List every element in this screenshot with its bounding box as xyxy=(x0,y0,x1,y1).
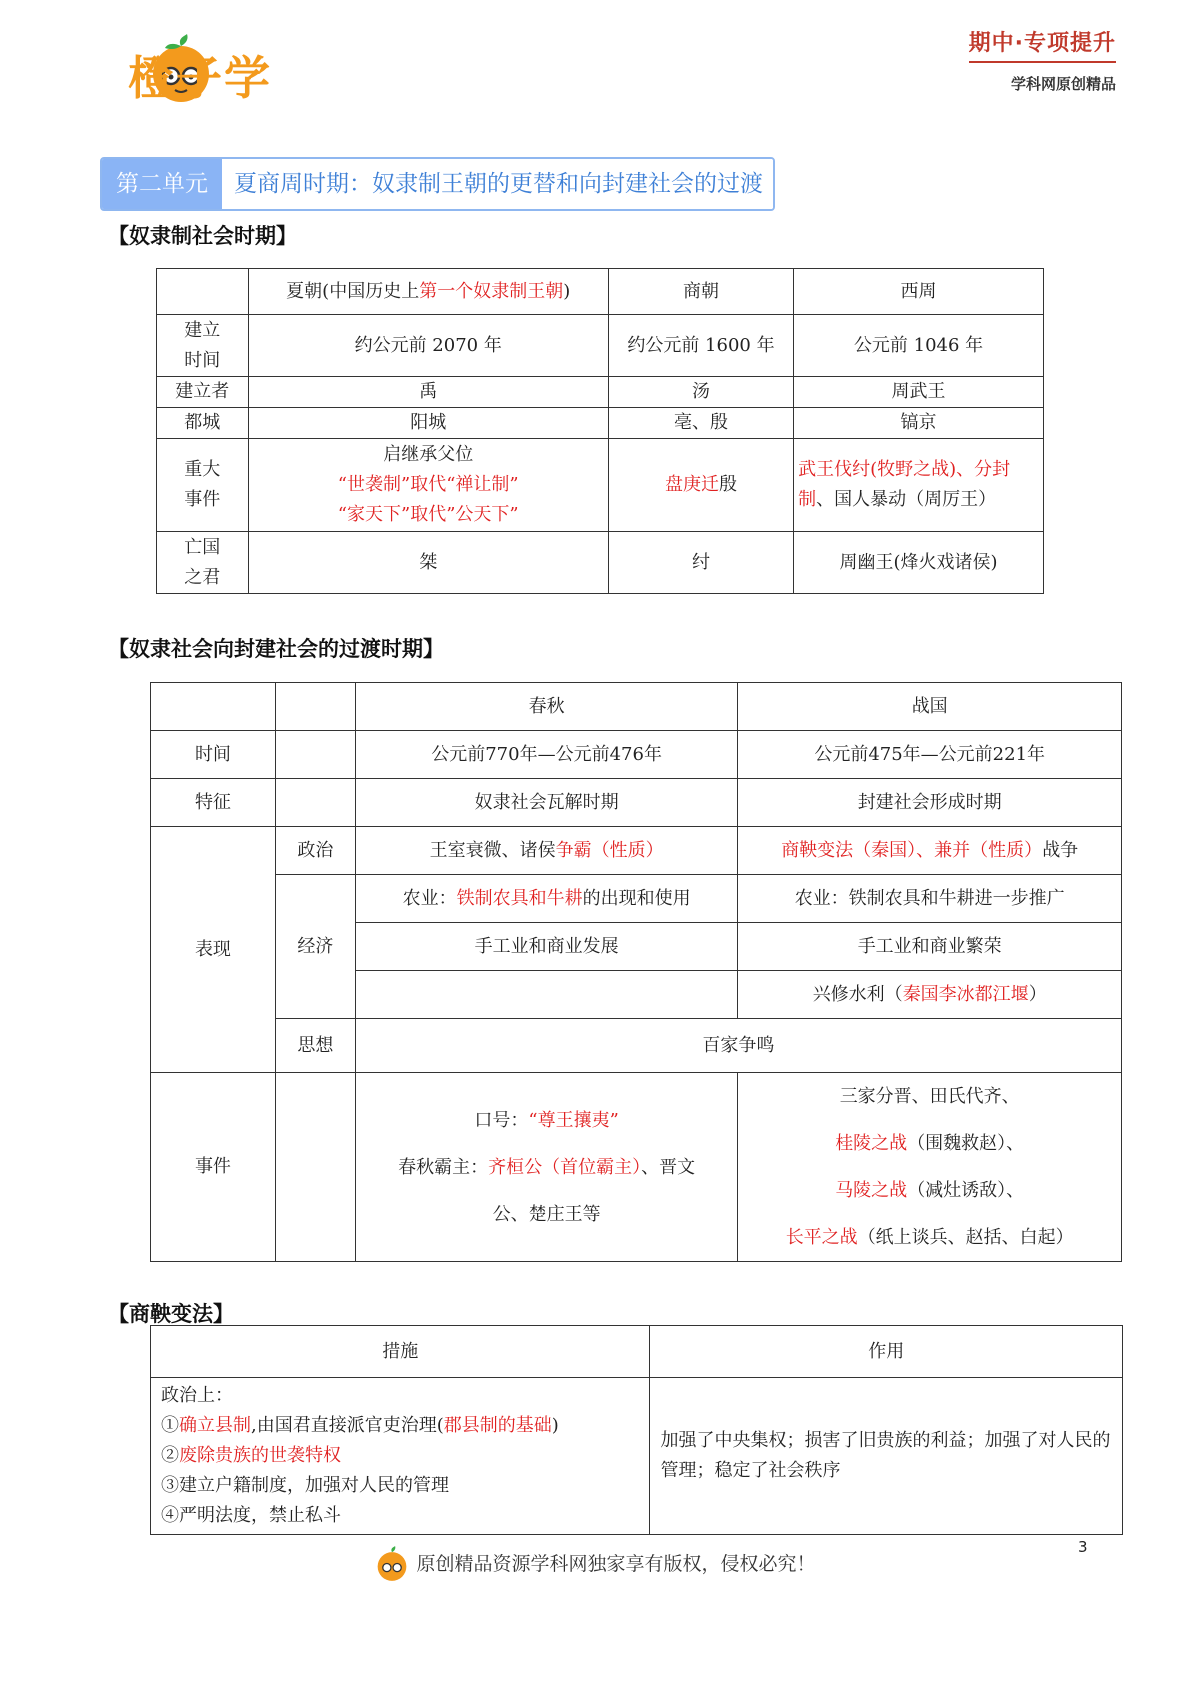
orange-logo-icon xyxy=(374,1545,410,1585)
unit-banner xyxy=(100,157,775,211)
header-measures: 措施 xyxy=(151,1326,650,1378)
table-row: 建立者 禹 汤 周武王 xyxy=(157,377,1044,408)
row-label: 事件 xyxy=(151,1073,276,1262)
header-subtitle: 学科网原创精品 xyxy=(1010,75,1116,93)
unit-title: 夏商周时期：奴隶制王朝的更替和向封建社会的过渡 xyxy=(222,159,773,209)
header-effect: 作用 xyxy=(650,1326,1123,1378)
table-row: 经济 农业：铁制农具和牛耕的出现和使用 农业：铁制农具和牛耕进一步推广 xyxy=(151,875,1122,923)
page-number: 3 xyxy=(1078,1538,1088,1556)
table-row: 建立 时间 约公元前 2070 年 约公元前 1600 年 公元前 1046 年 xyxy=(157,315,1044,377)
sub-label: 思想 xyxy=(275,1019,355,1073)
header-zhanguo: 战国 xyxy=(738,683,1122,731)
row-label: 特征 xyxy=(151,779,276,827)
table-row: 亡国 之君 桀 纣 周幽王(烽火戏诸侯) xyxy=(157,532,1044,594)
table-row: 重大 事件 启继承父位 “世袭制”取代“禅让制” “家天下”取代”公天下” 盘庚迁殷 武王伐纣(牧野之战)、分封制、国人暴动（周厉王） xyxy=(157,439,1044,532)
table-row xyxy=(151,683,1122,731)
table-row: 表现 政治 王室衰微、诸侯争霸（性质） 商鞅变法（秦国）、兼并（性质）战争 xyxy=(151,827,1122,875)
row-label: 都城 xyxy=(157,408,249,439)
row-label: 建立者 xyxy=(157,377,249,408)
section-heading-shangyang-reform: 【商鞅变法】 xyxy=(108,1302,234,1326)
table-row: 都城 阳城 亳、殷 镐京 xyxy=(157,408,1044,439)
table-row xyxy=(151,1326,1123,1378)
row-label: 重大 事件 xyxy=(157,439,249,532)
slave-dynasties-table xyxy=(156,268,1044,594)
brand-name: 橙子学 xyxy=(128,51,272,105)
sub-label: 政治 xyxy=(275,827,355,875)
table-row: 时间 公元前770年—公元前476年 公元前475年—公元前221年 xyxy=(151,731,1122,779)
table-row: 思想 百家争鸣 xyxy=(151,1019,1122,1073)
row-label: 表现 xyxy=(151,827,276,1073)
table-row: 特征 奴隶社会瓦解时期 封建社会形成时期 xyxy=(151,779,1122,827)
section-heading-transition: 【奴隶社会向封建社会的过渡时期】 xyxy=(108,637,444,661)
unit-tag: 第二单元 xyxy=(102,159,222,209)
transition-period-table xyxy=(150,682,1122,1262)
header-chunqiu: 春秋 xyxy=(355,683,738,731)
table-row: 事件 口号：“尊王攘夷” 春秋霸主：齐桓公（首位霸主）、晋文 公、楚庄王等 三家分晋、田氏代齐、 桂陵之战（围魏救赵）、 马陵之战（减灶诱敌）、 长平之战（纸上谈兵、赵括、白起） xyxy=(151,1073,1122,1262)
header-right xyxy=(969,26,1116,94)
section-heading-slave-society: 【奴隶制社会时期】 xyxy=(108,224,297,248)
table-row: 政治上： ①确立县制,由国君直接派官吏治理(郡县制的基础) ②废除贵族的世袭特权 ③建立户籍制度，加强对人民的管理 ④严明法度，禁止私斗 加强了中央集权；损害了旧贵族的利益；加强了对人民的管理；稳定了社会秩序 xyxy=(151,1378,1123,1535)
footer xyxy=(0,1545,1190,1585)
sub-label: 经济 xyxy=(275,875,355,1019)
header-xia: 夏朝(中国历史上第一个奴隶制王朝) xyxy=(248,269,608,315)
table-row xyxy=(157,269,1044,315)
row-label: 建立 时间 xyxy=(157,315,249,377)
row-label: 时间 xyxy=(151,731,276,779)
header-shang: 商朝 xyxy=(608,269,793,315)
header-title: 期中·专项提升 xyxy=(969,26,1116,63)
table-row: 手工业和商业发展 手工业和商业繁荣 xyxy=(151,923,1122,971)
row-label: 亡国 之君 xyxy=(157,532,249,594)
footer-text: 原创精品资源学科网独家享有版权，侵权必究！ xyxy=(416,1553,816,1575)
header-zhou: 西周 xyxy=(794,269,1044,315)
table-row: 兴修水利（秦国李冰都江堰） xyxy=(151,971,1122,1019)
shangyang-reform-table xyxy=(150,1325,1123,1535)
